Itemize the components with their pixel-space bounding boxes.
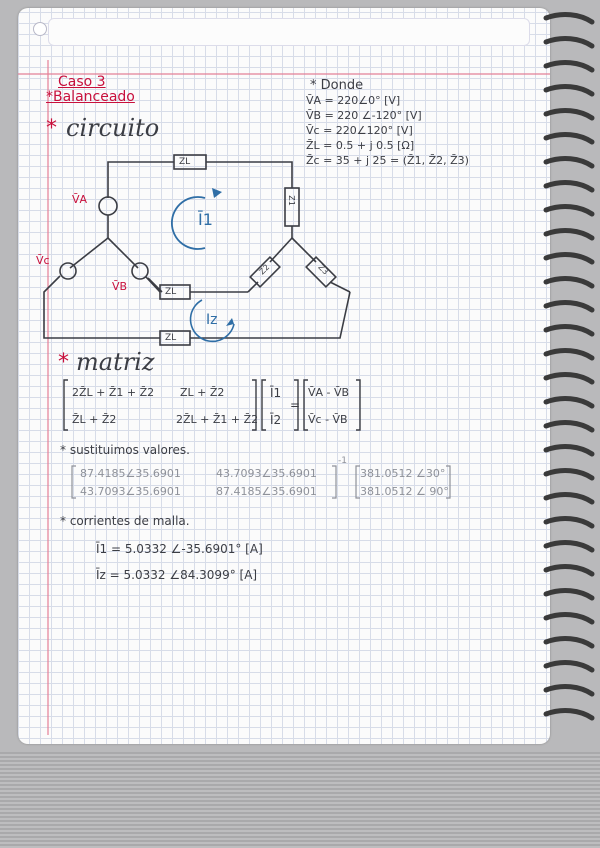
mesh-title: * corrientes de malla. xyxy=(60,514,190,528)
label-zl-mid: ZL xyxy=(165,287,177,297)
case-label: Caso 3 xyxy=(58,74,106,90)
where-line-1: V̄A = 220∠0° [V] xyxy=(306,94,401,107)
a22: 2Z̄L + Z̄1 + Z̄2 xyxy=(176,413,259,426)
x1: Ī1 xyxy=(270,386,282,400)
current-i2: Īz = 5.0332 ∠84.3099° [A] xyxy=(96,568,258,582)
background-stripes xyxy=(0,752,600,848)
m21: 43.7093∠35.6901 xyxy=(80,485,181,498)
where-line-2: V̄B = 220 ∠-120° [V] xyxy=(306,109,422,122)
m11: 87.4185∠35.6901 xyxy=(80,467,181,480)
label-i2: Iz xyxy=(206,312,218,328)
m22: 87.4185∠35.6901 xyxy=(216,485,317,498)
equals-sign: = xyxy=(290,398,301,412)
label-vc: V̄c xyxy=(36,254,50,267)
where-line-3: V̄c = 220∠120° [V] xyxy=(306,124,413,137)
star-icon: * xyxy=(46,116,57,141)
z1-box xyxy=(285,188,299,226)
a11: 2Z̄L + Z̄1 + Z̄2 xyxy=(72,386,155,399)
b1: V̄A - V̄B xyxy=(308,386,350,399)
v1: 381.0512 ∠30° xyxy=(360,467,446,480)
label-z3: Z3 xyxy=(316,262,331,277)
x2: Ī2 xyxy=(270,413,282,427)
a12: ZL + Z̄2 xyxy=(180,386,225,399)
where-line-5: Z̄c = 35 + j 25 = (Z̄1, Z̄2, Z̄3) xyxy=(306,154,469,167)
matrix-title: matriz xyxy=(76,348,155,376)
label-z1: Z1 xyxy=(286,195,296,206)
a21: Z̄L + Z̄2 xyxy=(72,413,117,426)
m12: 43.7093∠35.6901 xyxy=(216,467,317,480)
star-icon-2: * xyxy=(58,350,69,375)
current-i1: Ī1 = 5.0332 ∠-35.6901° [A] xyxy=(96,542,263,556)
label-i1: Ī1 xyxy=(198,210,213,229)
substitute-title: * sustituimos valores. xyxy=(60,443,190,457)
matrix-brackets xyxy=(60,376,380,436)
label-zl-bot: ZL xyxy=(165,333,177,343)
where-title: * Donde xyxy=(310,78,364,93)
source-vc xyxy=(60,263,76,279)
circuit-title: circuito xyxy=(66,114,160,142)
v2: 381.0512 ∠ 90° xyxy=(360,485,449,498)
source-vb xyxy=(132,263,148,279)
label-zl-top: ZL xyxy=(179,157,191,167)
label-vb: V̄B xyxy=(112,280,128,293)
label-z2: Z2 xyxy=(257,262,272,277)
source-va xyxy=(99,197,117,215)
label-va: V̄A xyxy=(72,193,88,206)
exponent: -1 xyxy=(338,456,347,466)
where-line-4: Z̄L = 0.5 + j 0.5 [Ω] xyxy=(306,139,415,152)
b2: V̄c - V̄B xyxy=(308,413,348,426)
case-type: *Balanceado xyxy=(46,89,135,105)
